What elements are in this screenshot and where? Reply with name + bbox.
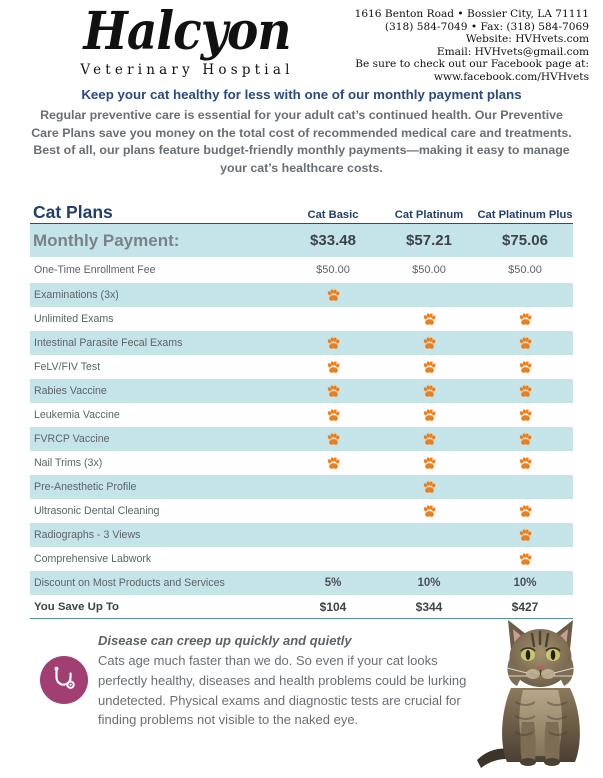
table-title: Cat Plans xyxy=(30,191,285,224)
service-row xyxy=(30,523,573,547)
contact-email: Email: HVHvets@gmail.com xyxy=(436,45,589,58)
service-row xyxy=(30,379,573,403)
contact-info xyxy=(355,8,589,84)
service-row xyxy=(30,547,573,571)
service-label: FeLV/FIV Test xyxy=(34,361,101,374)
service-cell-plan-3 xyxy=(477,499,573,523)
plan-header-1: Cat Basic xyxy=(285,191,381,224)
service-label: Nail Trims (3x) xyxy=(34,457,103,470)
service-cell-plan-1 xyxy=(285,547,381,571)
service-label: FVRCP Vaccine xyxy=(30,427,285,451)
paw-icon xyxy=(422,408,437,423)
paw-icon xyxy=(422,360,437,375)
service-cell-plan-2 xyxy=(381,355,477,379)
service-cell-plan-1 xyxy=(285,451,381,475)
monthly-payment-value-2: $57.21 xyxy=(381,224,477,258)
service-cell-plan-2 xyxy=(381,403,477,427)
paw-icon xyxy=(518,336,533,351)
service-cell-plan-3 xyxy=(477,475,573,499)
paw-icon xyxy=(422,480,437,495)
discount-row xyxy=(30,571,573,595)
service-row xyxy=(30,307,573,331)
monthly-payment-row xyxy=(30,224,573,258)
intro-body: Regular preventive care is essential for your adult cat’s continued health. Our Preventive Care Plans save you money on the total cost of recommended medical care and treatments. Best of all, our plans feature budget-friendly monthly payments—making it easy to manage your cat’s healthcare costs. xyxy=(31,108,572,175)
service-cell-plan-2 xyxy=(381,283,477,307)
paw-icon xyxy=(422,456,437,471)
contact-phone: (318) 584-7049 • Fax: (318) 584-7069 xyxy=(384,20,589,33)
service-cell-plan-2 xyxy=(381,547,477,571)
clinic-name: Halcyon xyxy=(83,0,291,63)
clinic-subtitle: Veterinary Hosptial xyxy=(80,62,294,78)
service-cell-plan-3 xyxy=(477,331,573,355)
paw-icon xyxy=(326,408,341,423)
contact-facebook-url: www.facebook.com/HVHvets xyxy=(433,70,589,83)
service-cell-plan-2 xyxy=(381,331,477,355)
paw-icon xyxy=(326,288,341,303)
service-cell-plan-2 xyxy=(381,427,477,451)
paw-icon xyxy=(422,432,437,447)
monthly-payment-label: Monthly Payment: xyxy=(30,224,285,258)
paw-icon xyxy=(326,384,341,399)
service-cell-plan-2 xyxy=(381,307,477,331)
service-label: Ultrasonic Dental Cleaning xyxy=(34,505,160,518)
service-row xyxy=(30,427,573,451)
plans-table-wrapper xyxy=(30,191,573,619)
paw-icon xyxy=(518,504,533,519)
savings-label: You Save Up To xyxy=(30,595,285,619)
enrollment-fee-value-1: $50.00 xyxy=(316,264,350,277)
service-cell-plan-1 xyxy=(285,499,381,523)
service-cell-plan-2 xyxy=(381,499,477,523)
service-cell-plan-2 xyxy=(381,451,477,475)
service-cell-plan-3 xyxy=(477,451,573,475)
service-label: Unlimited Exams xyxy=(34,313,114,326)
service-cell-plan-3 xyxy=(477,523,573,547)
paw-icon xyxy=(326,456,341,471)
enrollment-fee-label: One-Time Enrollment Fee xyxy=(34,264,156,277)
service-cell-plan-1 xyxy=(285,427,381,451)
service-cell-plan-3 xyxy=(477,547,573,571)
service-cell-plan-1 xyxy=(285,283,381,307)
savings-value-3: $427 xyxy=(477,595,573,619)
savings-value-2: $344 xyxy=(381,595,477,619)
service-cell-plan-1 xyxy=(285,307,381,331)
paw-icon xyxy=(518,528,533,543)
service-cell-plan-1 xyxy=(285,523,381,547)
service-cell-plan-1 xyxy=(285,331,381,355)
enrollment-fee-value-3: $50.00 xyxy=(508,264,542,277)
service-cell-plan-3 xyxy=(477,355,573,379)
paw-icon xyxy=(326,360,341,375)
cat-photo xyxy=(475,610,603,778)
service-cell-plan-1 xyxy=(285,355,381,379)
service-cell-plan-1 xyxy=(285,379,381,403)
discount-label: Discount on Most Products and Services xyxy=(30,571,285,595)
service-cell-plan-2 xyxy=(381,475,477,499)
stethoscope-icon xyxy=(40,656,88,704)
service-label: Leukemia Vaccine xyxy=(34,409,120,422)
service-cell-plan-3 xyxy=(477,403,573,427)
service-row xyxy=(30,475,573,499)
paw-icon xyxy=(518,360,533,375)
contact-website: Website: HVHvets.com xyxy=(465,33,589,46)
paw-icon xyxy=(422,336,437,351)
disease-note-body: Cats age much faster than we do. So even if your cat looks perfectly healthy, diseases and health problems could be lurking undetected. Physical exams and diagnostic tests are crucial for finding problems not visible to the naked eye. xyxy=(98,653,467,728)
enrollment-fee-row xyxy=(30,257,573,283)
discount-value-3: 10% xyxy=(477,571,573,595)
plan-header-2: Cat Platinum xyxy=(381,191,477,224)
paw-icon xyxy=(518,456,533,471)
plan-header-3: Cat Platinum Plus xyxy=(477,191,573,224)
paw-icon xyxy=(326,336,341,351)
service-row xyxy=(30,403,573,427)
paw-icon xyxy=(422,504,437,519)
service-cell-plan-1 xyxy=(285,475,381,499)
service-row xyxy=(30,283,573,307)
disease-note-heading: Disease can creep up quickly and quietly xyxy=(98,633,352,649)
service-row xyxy=(30,499,573,523)
service-cell-plan-2 xyxy=(381,523,477,547)
savings-value-1: $104 xyxy=(285,595,381,619)
discount-value-2: 10% xyxy=(381,571,477,595)
paw-icon xyxy=(518,552,533,567)
contact-address: 1616 Benton Road • Bossier City, LA 71111 xyxy=(354,8,589,20)
service-cell-plan-2 xyxy=(381,379,477,403)
service-label: Rabies Vaccine xyxy=(30,379,285,403)
intro-section xyxy=(0,86,603,177)
page-header xyxy=(0,0,603,86)
service-row xyxy=(30,451,573,475)
service-label: Examinations (3x) xyxy=(30,283,285,307)
plans-table xyxy=(30,191,573,619)
disease-note-text xyxy=(98,631,490,729)
discount-value-1: 5% xyxy=(285,571,381,595)
service-cell-plan-3 xyxy=(477,307,573,331)
paw-icon xyxy=(518,432,533,447)
enrollment-fee-value-2: $50.00 xyxy=(412,264,446,277)
paw-icon xyxy=(518,408,533,423)
service-label: Pre-Anesthetic Profile xyxy=(30,475,285,499)
contact-facebook-prompt: Be sure to check out our Facebook page at: xyxy=(355,58,589,71)
paw-icon xyxy=(326,432,341,447)
table-header-row xyxy=(30,191,573,224)
service-row xyxy=(30,355,573,379)
monthly-payment-value-3: $75.06 xyxy=(477,224,573,258)
paw-icon xyxy=(518,312,533,327)
service-label: Radiographs - 3 Views xyxy=(30,523,285,547)
service-cell-plan-1 xyxy=(285,403,381,427)
service-row xyxy=(30,331,573,355)
clinic-logo xyxy=(62,2,312,78)
paw-icon xyxy=(518,384,533,399)
service-cell-plan-3 xyxy=(477,283,573,307)
service-label: Intestinal Parasite Fecal Exams xyxy=(30,331,285,355)
paw-icon xyxy=(422,312,437,327)
service-cell-plan-3 xyxy=(477,379,573,403)
intro-heading: Keep your cat healthy for less with one of our monthly payment plans xyxy=(81,87,522,102)
service-cell-plan-3 xyxy=(477,427,573,451)
monthly-payment-value-1: $33.48 xyxy=(285,224,381,258)
paw-icon xyxy=(422,384,437,399)
service-label: Comprehensive Labwork xyxy=(34,553,152,566)
